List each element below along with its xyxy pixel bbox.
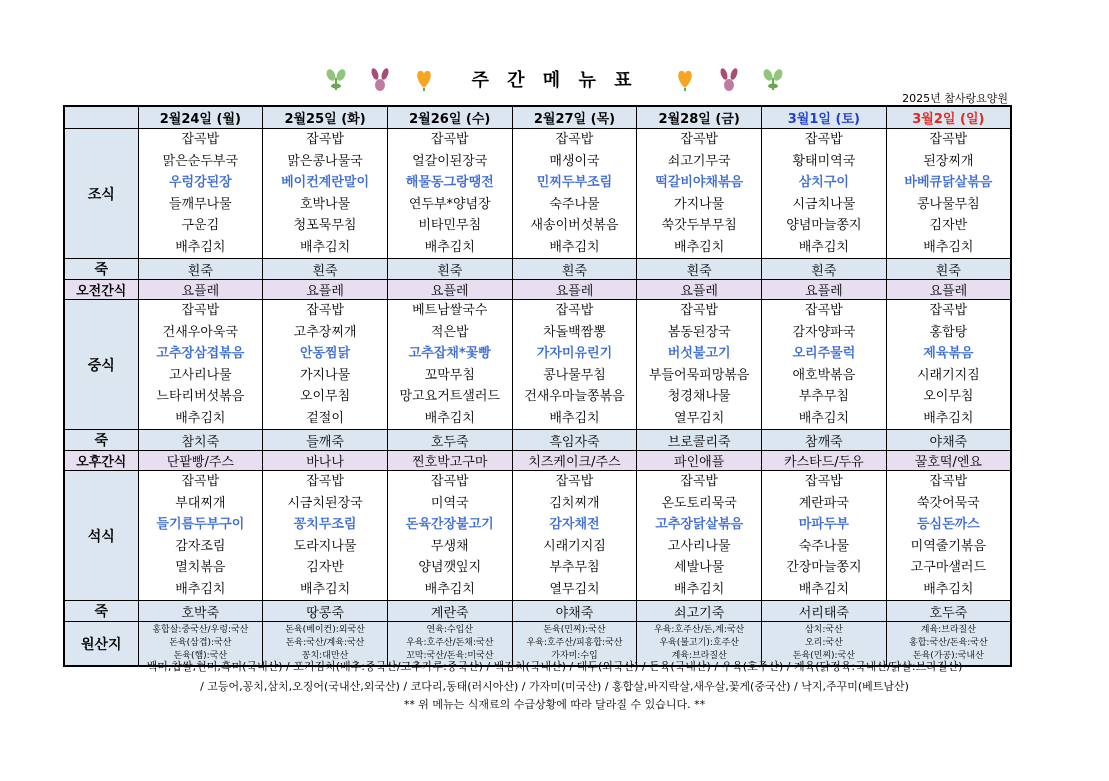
afternoon-snack-cell: 바나나 — [263, 451, 388, 471]
origin-item: 돈육(삼겹):국산 — [169, 638, 232, 648]
menu-item: 홍합탕 — [929, 324, 968, 340]
menu-cell — [512, 129, 637, 259]
menu-cell — [263, 129, 388, 259]
menu-item: 김자반 — [929, 218, 968, 233]
origin-item: 돈육(민찌):국산 — [543, 625, 606, 635]
day-header: 3월1일 (토) — [762, 106, 887, 129]
porridge-morning-cell: 흰죽 — [886, 259, 1011, 280]
menu-item: 숙주나물 — [549, 196, 600, 212]
porridge-morning-label: 죽 — [64, 259, 138, 280]
menu-item: 배추김치 — [674, 239, 725, 255]
origin-item: 돈육:국산/계육:국산 — [285, 638, 365, 648]
menu-item: 연두부*양념장 — [408, 196, 491, 212]
origin-item: 돈육(햄):국산 — [173, 651, 228, 661]
menu-item: 김치찌개 — [549, 495, 600, 511]
menu-cell — [512, 300, 637, 430]
menu-item: 양념마늘쫑지 — [786, 218, 862, 233]
main-dish-item: 감자채전 — [549, 517, 600, 532]
afternoon-snack-cell: 카스타드/두유 — [762, 451, 887, 471]
porridge-morning-cell: 흰죽 — [762, 259, 887, 280]
menu-cell — [387, 300, 512, 430]
menu-cell — [637, 471, 762, 601]
menu-item: 열무김치 — [549, 581, 600, 597]
footer-notice: ** 위 메뉴는 식재료의 수급상황에 따라 달라질 수 있습니다. ** — [403, 698, 706, 711]
menu-item: 고사리나물 — [667, 538, 731, 554]
porridge-morning-cell: 흰죽 — [512, 259, 637, 280]
menu-item: 잡곡밥 — [680, 132, 718, 147]
origin-item: 꽁치:대만산 — [301, 651, 349, 661]
menu-table — [63, 105, 1012, 667]
menu-item: 잡곡밥 — [306, 474, 344, 489]
menu-cell — [387, 129, 512, 259]
menu-item: 베트남쌀국수 — [412, 303, 488, 318]
menu-item: 세발나물 — [674, 560, 725, 575]
menu-item: 잡곡밥 — [555, 303, 594, 318]
menu-item: 콩나물무침 — [916, 196, 980, 212]
orange-heart-flower-icon — [413, 66, 435, 92]
menu-item: 매생이국 — [549, 153, 600, 169]
menu-item: 고사리나물 — [168, 367, 232, 383]
menu-item: 가지나물 — [299, 367, 351, 383]
menu-item: 쇠고기무국 — [667, 153, 731, 169]
origin-item: 오리:국산 — [804, 638, 843, 648]
menu-item: 콩나물무침 — [543, 367, 606, 383]
menu-item: 꼬막무침 — [424, 367, 475, 383]
menu-cell — [886, 471, 1011, 601]
origin-item: 가자미:수입 — [551, 651, 598, 661]
porridge-dinner-row — [64, 601, 1011, 622]
main-dish-item: 베이컨계란말이 — [281, 175, 369, 190]
menu-item: 잡곡밥 — [181, 474, 220, 489]
main-dish-item: 등심돈까스 — [916, 517, 980, 532]
main-dish-item: 오리주물럭 — [792, 346, 856, 361]
menu-item: 쑥갓어묵국 — [916, 495, 980, 511]
afternoon-snack-cell: 꿀호떡/엔요 — [886, 451, 1011, 471]
menu-cell — [512, 471, 637, 601]
porridge-lunch-cell: 흑임자죽 — [512, 430, 637, 451]
menu-item: 새송이버섯볶음 — [530, 218, 619, 233]
menu-item: 오이무침 — [923, 389, 974, 404]
menu-item: 부들어묵피망볶음 — [648, 367, 750, 383]
purple-flower-icon — [369, 66, 391, 92]
menu-cell — [762, 129, 887, 259]
porridge-lunch-cell: 호두죽 — [387, 430, 512, 451]
lunch-label: 중식 — [64, 300, 138, 430]
morning-snack-cell: 요플레 — [263, 280, 388, 300]
menu-item: 잡곡밥 — [430, 132, 469, 147]
porridge-dinner-cell: 호두죽 — [886, 601, 1011, 622]
menu-item: 시래기지짐 — [543, 538, 606, 554]
porridge-lunch-cell: 참깨죽 — [762, 430, 887, 451]
porridge-dinner-cell: 땅콩죽 — [263, 601, 388, 622]
origin-item: 삼치:국산 — [804, 625, 843, 635]
main-dish-item: 가자미유린기 — [536, 346, 613, 361]
origin-item: 우육:호주산/돈,계:국산 — [654, 625, 745, 635]
menu-item: 잡곡밥 — [306, 132, 344, 147]
porridge-morning-cell: 흰죽 — [387, 259, 512, 280]
menu-item: 배추김치 — [923, 410, 974, 426]
origin-item: 돈육(가공):국내산 — [912, 651, 984, 661]
menu-item: 구운김 — [181, 218, 220, 233]
origin-item: 연육:수입산 — [426, 625, 474, 635]
menu-item: 배추김치 — [798, 239, 849, 255]
green-flower-icon — [325, 66, 347, 92]
porridge-morning-cell: 흰죽 — [138, 259, 263, 280]
menu-item: 배추김치 — [175, 239, 226, 255]
menu-item: 가지나물 — [674, 196, 725, 212]
porridge-dinner-cell: 쇠고기죽 — [637, 601, 762, 622]
menu-item: 건새우마늘쫑볶음 — [524, 389, 625, 404]
menu-item: 겉절이 — [306, 410, 344, 426]
origin-label: 원산지 — [64, 622, 138, 667]
menu-item: 맑은콩나물국 — [287, 153, 363, 169]
menu-item: 미역국 — [430, 495, 469, 511]
menu-item: 계란파국 — [798, 495, 849, 511]
menu-item: 열무김치 — [674, 410, 725, 426]
main-dish-item: 고추장닭살볶음 — [655, 517, 744, 532]
afternoon-snack-row — [64, 451, 1011, 471]
morning-snack-row — [64, 280, 1011, 300]
menu-item: 감자조림 — [175, 538, 226, 554]
main-dish-item: 고추잡채*꽃빵 — [408, 346, 491, 361]
menu-cell — [762, 300, 887, 430]
breakfast-row — [64, 129, 1011, 259]
menu-item: 부대찌개 — [175, 495, 226, 511]
menu-item: 잡곡밥 — [680, 303, 718, 318]
menu-item: 배추김치 — [424, 581, 475, 597]
menu-item: 된장찌개 — [923, 153, 974, 169]
menu-item: 느타리버섯볶음 — [156, 389, 245, 404]
header-row — [64, 106, 1011, 129]
porridge-dinner-label: 죽 — [64, 601, 138, 622]
menu-item: 시래기지짐 — [916, 367, 980, 383]
menu-cell — [762, 471, 887, 601]
main-dish-item: 들기름두부구이 — [156, 517, 245, 532]
main-dish-item: 떡갈비야채볶음 — [655, 175, 744, 190]
porridge-lunch-cell: 참치죽 — [138, 430, 263, 451]
menu-item: 배추김치 — [299, 239, 351, 255]
menu-item: 청포묵무침 — [293, 218, 357, 233]
menu-item: 황태미역국 — [792, 153, 856, 169]
main-dish-item: 버섯불고기 — [667, 346, 731, 361]
day-header: 2월24일 (월) — [138, 106, 263, 129]
menu-item: 고구마샐러드 — [910, 560, 987, 575]
menu-item: 잡곡밥 — [430, 474, 469, 489]
menu-item: 잡곡밥 — [929, 474, 968, 489]
main-dish-item: 해물동그랑땡전 — [405, 175, 494, 190]
porridge-lunch-cell: 야채죽 — [886, 430, 1011, 451]
porridge-lunch-label: 죽 — [64, 430, 138, 451]
origin-item: 우육:호주산/돈채:국산 — [406, 638, 494, 648]
menu-item: 잡곡밥 — [680, 474, 718, 489]
menu-cell — [138, 471, 263, 601]
porridge-morning-row — [64, 259, 1011, 280]
header-corner — [64, 106, 138, 129]
afternoon-snack-cell: 파인애플 — [637, 451, 762, 471]
morning-snack-cell: 요플레 — [886, 280, 1011, 300]
lunch-row — [64, 300, 1011, 430]
menu-item: 잡곡밥 — [555, 474, 594, 489]
menu-item: 오이무침 — [299, 389, 351, 404]
porridge-dinner-cell: 야채죽 — [512, 601, 637, 622]
menu-item: 배추김치 — [424, 410, 475, 426]
menu-item: 배추김치 — [549, 410, 600, 426]
porridge-morning-cell: 흰죽 — [637, 259, 762, 280]
dinner-label: 석식 — [64, 471, 138, 601]
breakfast-label: 조식 — [64, 129, 138, 259]
menu-item: 쑥갓두부무침 — [661, 218, 737, 233]
menu-cell — [886, 129, 1011, 259]
origin-item: 계육:브라질산 — [671, 651, 727, 661]
afternoon-snack-cell: 찐호박고구마 — [387, 451, 512, 471]
main-dish-item: 돈육간장불고기 — [405, 517, 494, 532]
morning-snack-label: 오전간식 — [64, 280, 138, 300]
menu-item: 잡곡밥 — [181, 303, 220, 318]
menu-item: 잡곡밥 — [805, 303, 843, 318]
menu-item: 도라지나물 — [293, 538, 357, 554]
menu-cell — [263, 300, 388, 430]
menu-item: 멸치볶음 — [175, 560, 226, 575]
menu-item: 시금치나물 — [792, 196, 856, 212]
menu-item: 배추김치 — [549, 239, 600, 255]
day-header: 2월26일 (수) — [387, 106, 512, 129]
menu-item: 잡곡밥 — [805, 132, 843, 147]
morning-snack-cell: 요플레 — [637, 280, 762, 300]
organization-label: 2025년 참사랑요양원 — [902, 92, 1008, 105]
menu-item: 봄동된장국 — [667, 324, 731, 340]
menu-item: 온도토리묵국 — [661, 495, 737, 511]
porridge-dinner-cell: 호박죽 — [138, 601, 263, 622]
main-dish-item: 삼치구이 — [798, 175, 849, 190]
menu-item: 배추김치 — [299, 581, 351, 597]
menu-cell — [138, 129, 263, 259]
menu-item: 부추무침 — [798, 389, 849, 404]
main-dish-item: 안동찜닭 — [299, 346, 351, 361]
menu-item: 배추김치 — [923, 581, 974, 597]
menu-item: 배추김치 — [923, 239, 974, 255]
origin-item: 계육:브라질산 — [920, 625, 976, 635]
menu-item: 잡곡밥 — [805, 474, 843, 489]
menu-item: 무생채 — [430, 538, 469, 554]
origin-item: 돈육(베이컨):외국산 — [285, 625, 365, 635]
menu-cell — [263, 471, 388, 601]
menu-item: 배추김치 — [798, 581, 849, 597]
menu-cell — [138, 300, 263, 430]
origin-item: 우육:호주산/피홍합:국산 — [526, 638, 623, 648]
porridge-dinner-cell: 서리태죽 — [762, 601, 887, 622]
origin-item: 꼬막:국산/돈육:미국산 — [406, 651, 494, 661]
day-header: 2월28일 (금) — [637, 106, 762, 129]
main-dish-item: 제육볶음 — [923, 346, 974, 361]
menu-item: 부추무침 — [549, 560, 600, 575]
menu-cell — [637, 300, 762, 430]
porridge-lunch-cell: 브로콜리죽 — [637, 430, 762, 451]
porridge-morning-cell: 흰죽 — [263, 259, 388, 280]
menu-item: 청경채나물 — [667, 389, 731, 404]
menu-item: 차돌백짬뽕 — [543, 324, 606, 340]
footer-origin-line-1: 백미,찹쌀,현미,흑미(국내산) / 포기김치(배추:중국산/고추가루:중국산) / 백김치(국내산) / 대두(외국산) / 돈육(국내산) / 우육(호주산) / 계육(닭정육:국내산/닭살:브라질산) — [146, 660, 963, 673]
menu-item: 들깨무나물 — [168, 196, 232, 212]
origin-item: 돈육(민찌):국산 — [792, 651, 855, 661]
day-header: 2월25일 (화) — [263, 106, 388, 129]
menu-cell — [387, 471, 512, 601]
menu-item: 맑은순두부국 — [162, 153, 239, 169]
origin-item: 홍합:국산/돈육:국산 — [909, 638, 988, 648]
day-header: 2월27일 (목) — [512, 106, 637, 129]
orange-heart-flower-icon — [674, 66, 696, 92]
morning-snack-cell: 요플레 — [387, 280, 512, 300]
menu-item: 건새우아욱국 — [162, 324, 239, 340]
menu-item: 김자반 — [306, 560, 344, 575]
menu-item: 비타민무침 — [418, 218, 482, 233]
menu-item: 미역줄기볶음 — [910, 538, 987, 554]
menu-item: 양념깻잎지 — [418, 560, 482, 575]
menu-item: 잡곡밥 — [181, 132, 220, 147]
menu-item: 배추김치 — [674, 581, 725, 597]
menu-cell — [637, 129, 762, 259]
porridge-dinner-cell: 계란죽 — [387, 601, 512, 622]
menu-item: 얼갈이된장국 — [412, 153, 488, 169]
main-dish-item: 꽁치무조림 — [293, 517, 357, 532]
afternoon-snack-cell: 단팥빵/주스 — [138, 451, 263, 471]
menu-item: 감자양파국 — [792, 324, 856, 340]
origin-item: 홍합살:중국산/우렁:국산 — [152, 625, 249, 635]
menu-item: 호박나물 — [299, 196, 351, 212]
afternoon-snack-cell: 치즈케이크/주스 — [512, 451, 637, 471]
menu-item: 애호박볶음 — [792, 367, 856, 383]
purple-flower-icon — [718, 66, 740, 92]
morning-snack-cell: 요플레 — [512, 280, 637, 300]
page-title: 주 간 메 뉴 표 — [471, 70, 638, 91]
menu-item: 시금치된장국 — [287, 495, 363, 511]
menu-item: 배추김치 — [175, 581, 226, 597]
porridge-lunch-cell: 들깨죽 — [263, 430, 388, 451]
menu-item: 잡곡밥 — [929, 303, 968, 318]
main-dish-item: 바베큐닭살볶음 — [904, 175, 993, 190]
afternoon-snack-label: 오후간식 — [64, 451, 138, 471]
menu-item: 잡곡밥 — [929, 132, 968, 147]
menu-item: 망고요거트샐러드 — [399, 389, 500, 404]
menu-cell — [886, 300, 1011, 430]
main-dish-item: 고추장삼겹볶음 — [156, 346, 245, 361]
menu-item: 배추김치 — [424, 239, 475, 255]
morning-snack-cell: 요플레 — [762, 280, 887, 300]
menu-item: 배추김치 — [175, 410, 226, 426]
menu-item: 간장마늘쫑지 — [786, 560, 862, 575]
main-dish-item: 우렁강된장 — [168, 175, 232, 190]
menu-item: 숙주나물 — [798, 538, 849, 554]
main-dish-item: 민찌두부조림 — [536, 175, 613, 190]
green-flower-icon — [762, 66, 784, 92]
day-header: 3월2일 (일) — [886, 106, 1011, 129]
origin-item: 우육(불고기):호주산 — [659, 638, 739, 648]
menu-item: 적은밥 — [430, 324, 469, 340]
dinner-row — [64, 471, 1011, 601]
menu-item: 잡곡밥 — [306, 303, 344, 318]
main-dish-item: 마파두부 — [798, 517, 849, 532]
porridge-lunch-row — [64, 430, 1011, 451]
menu-item: 고추장찌개 — [293, 324, 357, 340]
menu-item: 잡곡밥 — [555, 132, 594, 147]
footer-origin-line-2: / 고등어,꽁치,삼치,오징어(국내산,외국산) / 코다리,동태(러시아산) / 가자미(미국산) / 홍합살,바지락살,새우살,꽃게(중국산) / 낙지,주꾸미(베트남산) — [200, 680, 909, 693]
menu-item: 배추김치 — [798, 410, 849, 426]
morning-snack-cell: 요플레 — [138, 280, 263, 300]
